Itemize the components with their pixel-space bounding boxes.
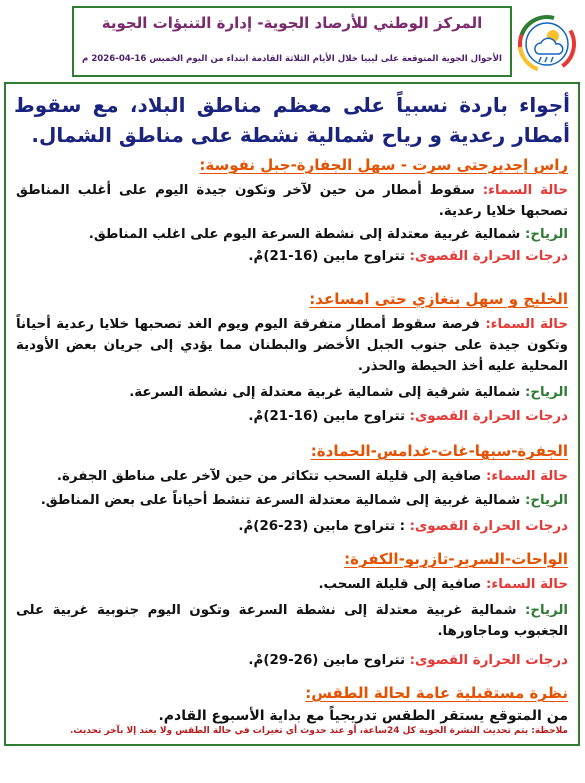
intro-summary: أجواء باردة نسبياً على معظم مناطق البلاد، مع سقوط أمطار رعدية و رياح شمالية نشطة على مناطق الشمال.	[14, 93, 570, 147]
sky-text: فرصة سقوط أمطار متفرقة اليوم ويوم الغد تصحبها خلايا رعدية أحياناً وتكون جيدة على جنوب الجبل الأخضر والبطنان مما يؤدي إلى جريان بعض الأودية المحلية عليه أخذ الحيطة والحذر.	[16, 317, 568, 374]
wind-text: شمالية غربية معتدلة إلى نشطة السرعة وتكون اليوم جنوبية غربية على الجغبوب وماجاورها.	[16, 603, 568, 639]
temp-label: درجات الحرارة القصوى:	[409, 519, 568, 534]
region-title: الواحات-السرير-تازربو-الكفرة:	[344, 550, 568, 568]
region-title: راس إجديرحتى سرت - سهل الجفارة-جبل نفوسة:	[199, 156, 568, 174]
region-temp	[16, 406, 568, 427]
region-wind	[16, 600, 568, 642]
outlook-title: نظرة مستقبلية عامة لحالة الطقس:	[305, 684, 568, 702]
temp-text: تتراوح مابين (26-29)مْ.	[248, 653, 405, 668]
region-sky	[16, 180, 568, 222]
wind-label: الرياح:	[524, 385, 568, 400]
temp-label: درجات الحرارة القصوى:	[409, 653, 568, 668]
region-wind	[16, 490, 568, 511]
sky-text: صافية إلى قليلة السحب.	[318, 577, 482, 592]
region-sky	[16, 574, 568, 595]
region-temp	[16, 650, 568, 671]
temp-text: : تتراوح مابين (23-26)مْ.	[238, 519, 405, 534]
region-temp	[16, 516, 568, 537]
sky-text: سقوط أمطار من حين لآخر وتكون جيدة اليوم على أغلب المناطق تصحبها خلايا رعدية.	[16, 183, 568, 219]
header-subtitle: الأحوال الجوية المتوقعة على ليبيا خلال الأيام الثلاثة القادمة ابتداء من اليوم الخميس 16-04-2026 م	[82, 54, 502, 64]
update-note: ملاحظة: يتم تحديث النشرة الجوية كل 24ساعة، أو عند حدوث أي تغيرات في حالة الطقس ولا يعتد إلا بآخر تحديث.	[69, 726, 568, 736]
region-sky	[16, 314, 568, 377]
wind-text: شمالية غربية معتدلة إلى نشطة السرعة اليوم على اغلب المناطق.	[88, 227, 521, 242]
sky-label: حالة السماء:	[482, 183, 568, 198]
region-wind	[16, 224, 568, 245]
sky-label: حالة السماء:	[485, 317, 568, 332]
region-temp	[16, 246, 568, 267]
header-title: المركز الوطني للأرصاد الجوية- إدارة التنبؤات الجوية	[101, 14, 483, 32]
bulletin-header	[72, 6, 512, 77]
sky-text: صافية إلى قليلة السحب تتكاثر من حين لآخر على مناطق الجفرة.	[56, 469, 482, 484]
temp-label: درجات الحرارة القصوى:	[409, 409, 568, 424]
temp-label: درجات الحرارة القصوى:	[409, 249, 568, 264]
region-wind	[16, 382, 568, 403]
outlook-text: من المتوقع يستقر الطقس تدريجياً مع بداية الأسبوع القادم.	[158, 708, 568, 724]
wind-label: الرياح:	[524, 603, 568, 618]
sky-label: حالة السماء:	[486, 469, 568, 484]
region-title: الجفرة-سبها-غات-غدامس-الحمادة:	[310, 442, 568, 460]
forecast-card	[4, 82, 580, 746]
wind-text: شمالية شرقية إلى شمالية غربية معتدلة إلى نشطة السرعة.	[129, 385, 521, 400]
wind-label: الرياح:	[524, 227, 568, 242]
wind-label: الرياح:	[524, 493, 568, 508]
temp-text: تتراوح مابين (16-21)مْ.	[248, 409, 405, 424]
weather-cloud-sun-icon	[517, 14, 577, 74]
region-sky	[16, 466, 568, 487]
region-title: الخليج و سهل بنغازي حتى امساعد:	[309, 290, 568, 308]
temp-text: تتراوح مابين (16-21)مْ.	[248, 249, 405, 264]
sky-label: حالة السماء:	[486, 577, 568, 592]
wind-text: شمالية غربية إلى شمالية معتدلة السرعة تنشط أحياناً على بعض المناطق.	[40, 493, 521, 508]
